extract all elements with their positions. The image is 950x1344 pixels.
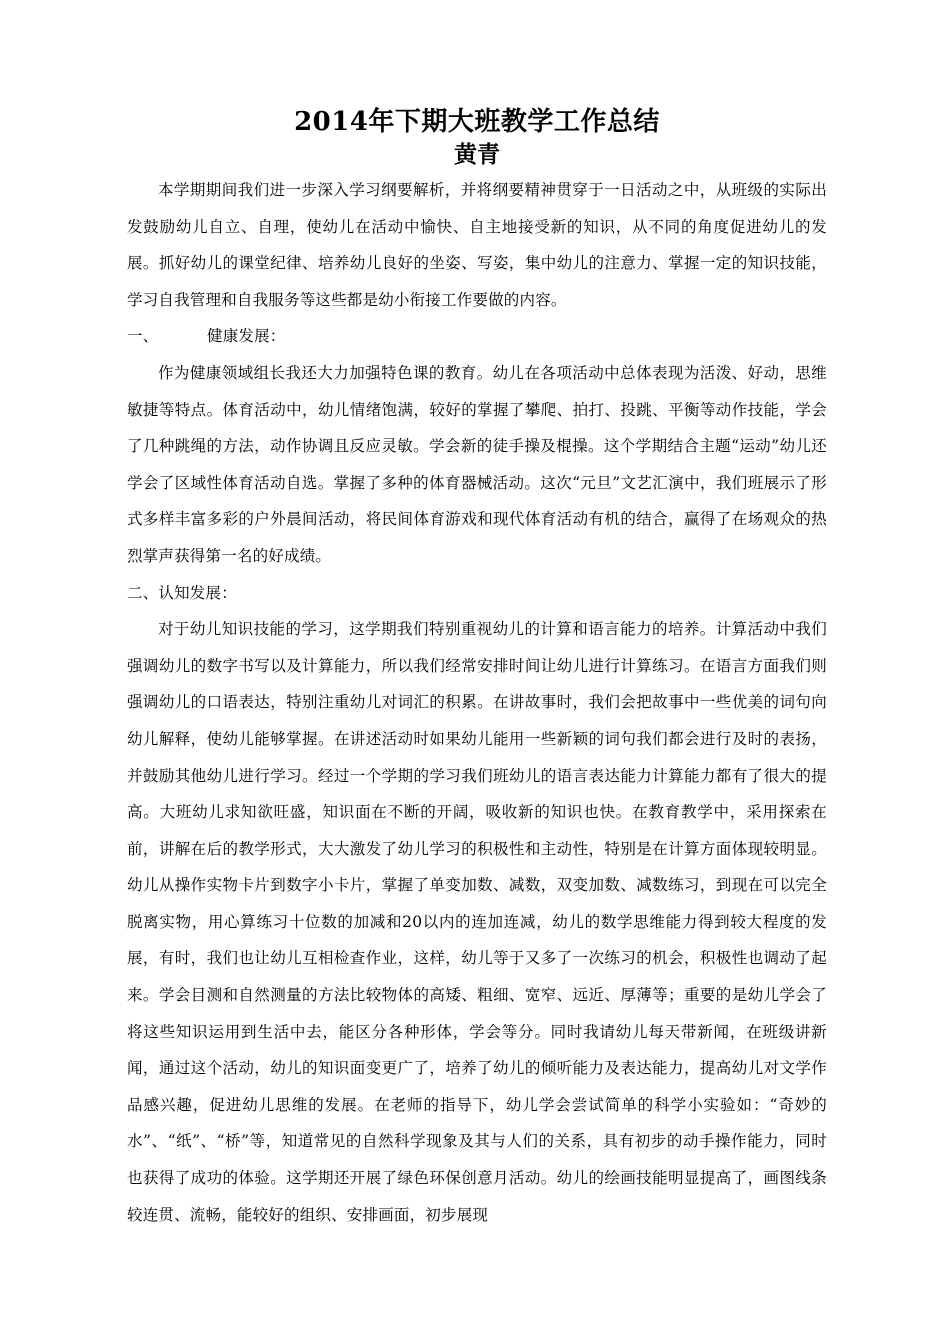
document-page [127, 104, 827, 1233]
cognition-paragraph: 对于幼儿知识技能的学习，这学期我们特别重视幼儿的计算和语言能力的培养。计算活动中我们强调幼儿的数字书写以及计算能力，所以我们经常安排时间让幼儿进行计算练习。在语言方面我们则强调幼儿的口语表达，特别注重幼儿对词汇的积累。在讲故事时，我们会把故事中一些优美的词句向幼儿解释，使幼儿能够掌握。在讲述活动时如果幼儿能用一些新颖的词句我们都会进行及时的表扬，并鼓励其他幼儿进行学习。经过一个学期的学习我们班幼儿的语言表达能力计算能力都有了很大的提高。大班幼儿求知欲旺盛，知识面在不断的开阔，吸收新的知识也快。在教育教学中，采用探索在前，讲解在后的教学形式，大大激发了幼儿学习的积极性和主动性，特别是在计算方面体现较明显。幼儿从操作实物卡片到数字小卡片，掌握了单变加数、减数，双变加数、减数练习，到现在可以完全脱离实物，用心算练习十位数的加减和20以内的连加连减，幼儿的数学思维能力得到较大程度的发展，有时，我们也让幼儿互相检查作业，这样，幼儿等于又多了一次练习的机会，积极性也调动了起来。学会目测和自然测量的方法比较物体的高矮、粗细、宽窄、远近、厚薄等；重要的是幼儿学会了将这些知识运用到生活中去，能区分各种形体，学会等分。同时我请幼儿每天带新闻，在班级讲新闻，通过这个活动，幼儿的知识面变更广了，培养了幼儿的倾听能力及表达能力，提高幼儿对文学作品感兴趣，促进幼儿思维的发展。在老师的指导下，幼儿学会尝试简单的科学小实验如：“奇妙的水”、“纸”、“桥”等，知道常见的自然科学现象及其与人们的关系，具有初步的动手操作能力，同时也获得了成功的体验。这学期还开展了绿色环保创意月活动。幼儿的绘画技能明显提高了，画图线条较连贯、流畅，能较好的组织、安排画面，初步展现 [127, 620, 827, 1224]
document-title: 2014年下期大班教学工作总结 [294, 107, 660, 137]
section-heading-cognition: 二、认知发展： [127, 583, 237, 602]
section-heading-text: 健康发展： [207, 327, 286, 346]
section-number: 一、 [127, 327, 159, 346]
document-author: 黄青 [454, 141, 500, 168]
health-paragraph: 作为健康领域组长我还大力加强特色课的教育。幼儿在各项活动中总体表现为活泼、好动，思维敏捷等特点。体育活动中，幼儿情绪饱满，较好的掌握了攀爬、拍打、投跳、平衡等动作技能，学会了几种跳绳的方法，动作协调且反应灵敏。学会新的徒手操及棍操。这个学期结合主题“运动”幼儿还学会了区域性体育活动自选。掌握了多种的体育器械活动。这次“元旦”文艺汇演中，我们班展示了形式多样丰富多彩的户外晨间活动，将民间体育游戏和现代体育活动有机的结合，赢得了在场观众的热烈掌声获得第一名的好成绩。 [127, 363, 827, 565]
intro-paragraph: 本学期期间我们进一步深入学习纲要解析，并将纲要精神贯穿于一日活动之中，从班级的实际出发鼓励幼儿自立、自理，使幼儿在活动中愉快、自主地接受新的知识，从不同的角度促进幼儿的发展。抓好幼儿的课堂纪律、培养幼儿良好的坐姿、写姿，集中幼儿的注意力、掌握一定的知识技能，学习自我管理和自我服务等这些都是幼小衔接工作要做的内容。 [127, 181, 827, 309]
section-heading-health [127, 318, 827, 355]
